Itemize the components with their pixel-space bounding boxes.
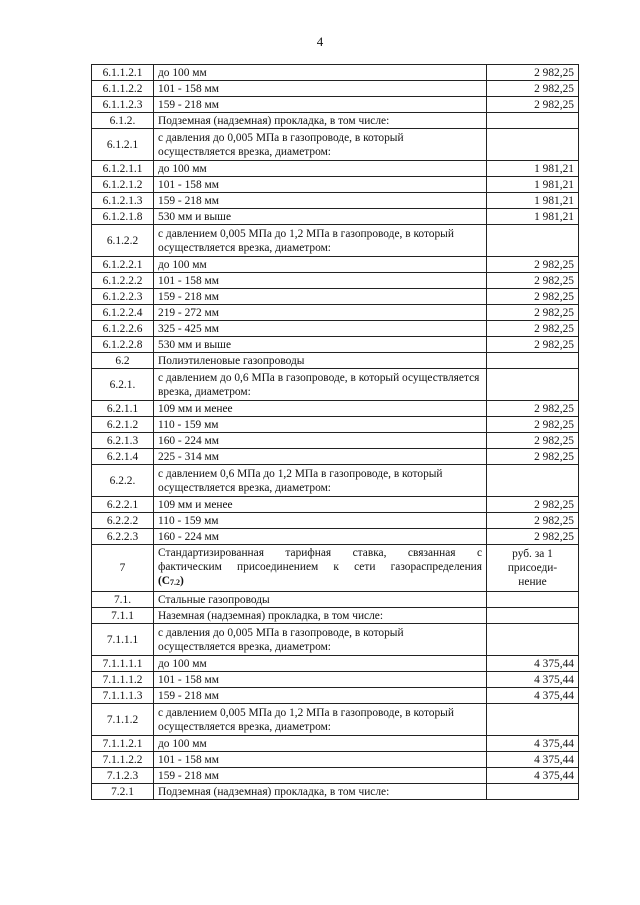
table-row [92, 353, 579, 369]
row-name: 160 - 224 мм [154, 529, 487, 545]
row-code: 6.2.1.1 [92, 401, 154, 417]
table-row [92, 656, 579, 672]
row-value: 4 375,44 [487, 736, 579, 752]
row-code: 6.1.2.2.2 [92, 273, 154, 289]
row-name: 219 - 272 мм [154, 305, 487, 321]
row-code: 7.1.2.3 [92, 768, 154, 784]
table-row [92, 209, 579, 225]
table-row [92, 81, 579, 97]
row-name: Подземная (надземная) прокладка, в том числе: [154, 784, 487, 800]
row-value [487, 369, 579, 401]
table-row [92, 465, 579, 497]
row-code: 7 [92, 545, 154, 592]
row-name: 530 мм и выше [154, 337, 487, 353]
row-value: 4 375,44 [487, 768, 579, 784]
table-row [92, 608, 579, 624]
table-row [92, 513, 579, 529]
row-value: 4 375,44 [487, 656, 579, 672]
row-name: до 100 мм [154, 257, 487, 273]
row-code: 6.2.2. [92, 465, 154, 497]
row-code: 6.1.2. [92, 113, 154, 129]
row-name: до 100 мм [154, 65, 487, 81]
row-name: 159 - 218 мм [154, 289, 487, 305]
formula-base: (С [158, 575, 171, 587]
row-name: 159 - 218 мм [154, 768, 487, 784]
row-name: с давлением до 0,6 МПа в газопроводе, в который осуществляется врезка, диаметром: [154, 369, 487, 401]
row-code: 7.1.1.2 [92, 704, 154, 736]
row-value: 1 981,21 [487, 209, 579, 225]
row-value: 1 981,21 [487, 161, 579, 177]
row-code: 6.2 [92, 353, 154, 369]
row-code: 6.1.1.2.3 [92, 97, 154, 113]
table-row [92, 257, 579, 273]
table-row [92, 497, 579, 513]
row-value [487, 608, 579, 624]
row-name: 225 - 314 мм [154, 449, 487, 465]
row-value: 2 982,25 [487, 257, 579, 273]
table-row-section-7 [92, 545, 579, 592]
row-name: с давлением 0,005 МПа до 1,2 МПа в газопроводе, в который осуществляется врезка, диаметром: [154, 225, 487, 257]
row-name: 110 - 159 мм [154, 513, 487, 529]
table-row [92, 65, 579, 81]
table-row [92, 752, 579, 768]
row-name: 530 мм и выше [154, 209, 487, 225]
row-code: 7.1.1.2.2 [92, 752, 154, 768]
row-name: 109 мм и менее [154, 401, 487, 417]
table-row [92, 273, 579, 289]
unit-line-2: присоеди- [507, 562, 558, 574]
row-code: 6.1.2.2.4 [92, 305, 154, 321]
row-value: 1 981,21 [487, 193, 579, 209]
row-value: 2 982,25 [487, 81, 579, 97]
row-name: 101 - 158 мм [154, 752, 487, 768]
row-value: 4 375,44 [487, 752, 579, 768]
row-value: 2 982,25 [487, 529, 579, 545]
row-code: 6.1.2.1 [92, 129, 154, 161]
page-number: 4 [316, 34, 324, 49]
table-row [92, 433, 579, 449]
table-row [92, 784, 579, 800]
row-code: 7.1.1 [92, 608, 154, 624]
row-value: 2 982,25 [487, 305, 579, 321]
row-value: 2 982,25 [487, 337, 579, 353]
row-code: 7.2.1 [92, 784, 154, 800]
table-row [92, 449, 579, 465]
row-value: 2 982,25 [487, 321, 579, 337]
row-name: до 100 мм [154, 656, 487, 672]
row-value [487, 113, 579, 129]
table-row [92, 177, 579, 193]
row-value: 2 982,25 [487, 401, 579, 417]
row-code: 6.1.2.1.3 [92, 193, 154, 209]
row-value [487, 624, 579, 656]
row-code: 6.1.2.1.2 [92, 177, 154, 193]
row-name: 110 - 159 мм [154, 417, 487, 433]
tariff-table-body [92, 65, 579, 800]
table-row [92, 321, 579, 337]
table-row [92, 624, 579, 656]
table-row [92, 305, 579, 321]
row-name: 160 - 224 мм [154, 433, 487, 449]
row-name: Наземная (надземная) прокладка, в том числе: [154, 608, 487, 624]
row-value: 4 375,44 [487, 672, 579, 688]
row-name [154, 545, 487, 592]
row-value [487, 704, 579, 736]
row-code: 7.1. [92, 592, 154, 608]
row-name: Подземная (надземная) прокладка, в том числе: [154, 113, 487, 129]
row-code: 6.2.1.4 [92, 449, 154, 465]
table-row [92, 369, 579, 401]
row-name: с давлением 0,005 МПа до 1,2 МПа в газопроводе, в который осуществляется врезка, диаметром: [154, 704, 487, 736]
row-value: 4 375,44 [487, 688, 579, 704]
row-value [487, 225, 579, 257]
row-value: 2 982,25 [487, 449, 579, 465]
row-code: 7.1.1.2.1 [92, 736, 154, 752]
row-name: с давления до 0,005 МПа в газопроводе, в который осуществляется врезка, диаметром: [154, 624, 487, 656]
row-value: 2 982,25 [487, 273, 579, 289]
unit-line-1: руб. за 1 [512, 548, 553, 560]
table-row [92, 704, 579, 736]
row-code: 6.1.1.2.2 [92, 81, 154, 97]
table-row [92, 736, 579, 752]
row-value: 2 982,25 [487, 497, 579, 513]
table-row [92, 672, 579, 688]
row-name-line-2: фактическим присоединением к сети газораспределения [158, 561, 482, 573]
tariff-table [91, 64, 579, 800]
table-row [92, 688, 579, 704]
formula-subscript: 7.2 [170, 578, 181, 587]
row-value [487, 784, 579, 800]
row-value [487, 465, 579, 497]
row-code: 6.1.1.2.1 [92, 65, 154, 81]
unit-line-3: нение [518, 576, 547, 588]
row-code: 6.1.2.2.6 [92, 321, 154, 337]
row-unit [487, 545, 579, 592]
table-row [92, 592, 579, 608]
row-value: 2 982,25 [487, 417, 579, 433]
row-code: 6.2.1. [92, 369, 154, 401]
row-code: 7.1.1.1.2 [92, 672, 154, 688]
table-row [92, 289, 579, 305]
row-name: Полиэтиленовые газопроводы [154, 353, 487, 369]
table-row [92, 129, 579, 161]
table-row [92, 529, 579, 545]
row-value [487, 129, 579, 161]
table-row [92, 417, 579, 433]
row-code: 6.2.1.3 [92, 433, 154, 449]
row-value [487, 592, 579, 608]
row-code: 7.1.1.1 [92, 624, 154, 656]
row-value: 2 982,25 [487, 97, 579, 113]
row-value: 2 982,25 [487, 289, 579, 305]
row-name: 101 - 158 мм [154, 672, 487, 688]
row-value: 2 982,25 [487, 65, 579, 81]
row-code: 7.1.1.1.1 [92, 656, 154, 672]
row-name: 101 - 158 мм [154, 81, 487, 97]
row-code: 6.1.2.2.3 [92, 289, 154, 305]
row-code: 6.2.2.1 [92, 497, 154, 513]
row-code: 6.1.2.1.8 [92, 209, 154, 225]
table-row [92, 768, 579, 784]
row-name: 159 - 218 мм [154, 97, 487, 113]
row-name: с давления до 0,005 МПа в газопроводе, в который осуществляется врезка, диаметром: [154, 129, 487, 161]
row-code: 6.2.2.2 [92, 513, 154, 529]
row-value [487, 353, 579, 369]
row-name: 325 - 425 мм [154, 321, 487, 337]
row-code: 6.2.1.2 [92, 417, 154, 433]
row-name: 101 - 158 мм [154, 273, 487, 289]
row-code: 6.1.2.2.8 [92, 337, 154, 353]
table-row [92, 225, 579, 257]
row-name: 101 - 158 мм [154, 177, 487, 193]
row-code: 6.1.2.1.1 [92, 161, 154, 177]
table-row [92, 97, 579, 113]
row-name: с давлением 0,6 МПа до 1,2 МПа в газопроводе, в который осуществляется врезка, диаметром: [154, 465, 487, 497]
row-value: 2 982,25 [487, 513, 579, 529]
row-name: до 100 мм [154, 736, 487, 752]
row-name: 159 - 218 мм [154, 688, 487, 704]
table-row [92, 161, 579, 177]
formula-end: ) [180, 575, 184, 587]
row-name: до 100 мм [154, 161, 487, 177]
row-code: 6.2.2.3 [92, 529, 154, 545]
row-code: 6.1.2.2 [92, 225, 154, 257]
table-row [92, 401, 579, 417]
row-name-formula [158, 574, 482, 590]
row-value: 2 982,25 [487, 433, 579, 449]
table-row [92, 113, 579, 129]
row-code: 6.1.2.2.1 [92, 257, 154, 273]
row-name-line-1: Стандартизированная тарифная ставка, связанная с [158, 547, 482, 559]
table-row [92, 193, 579, 209]
row-code: 7.1.1.1.3 [92, 688, 154, 704]
row-name: 109 мм и менее [154, 497, 487, 513]
row-name: 159 - 218 мм [154, 193, 487, 209]
row-value: 1 981,21 [487, 177, 579, 193]
table-row [92, 337, 579, 353]
row-name: Стальные газопроводы [154, 592, 487, 608]
